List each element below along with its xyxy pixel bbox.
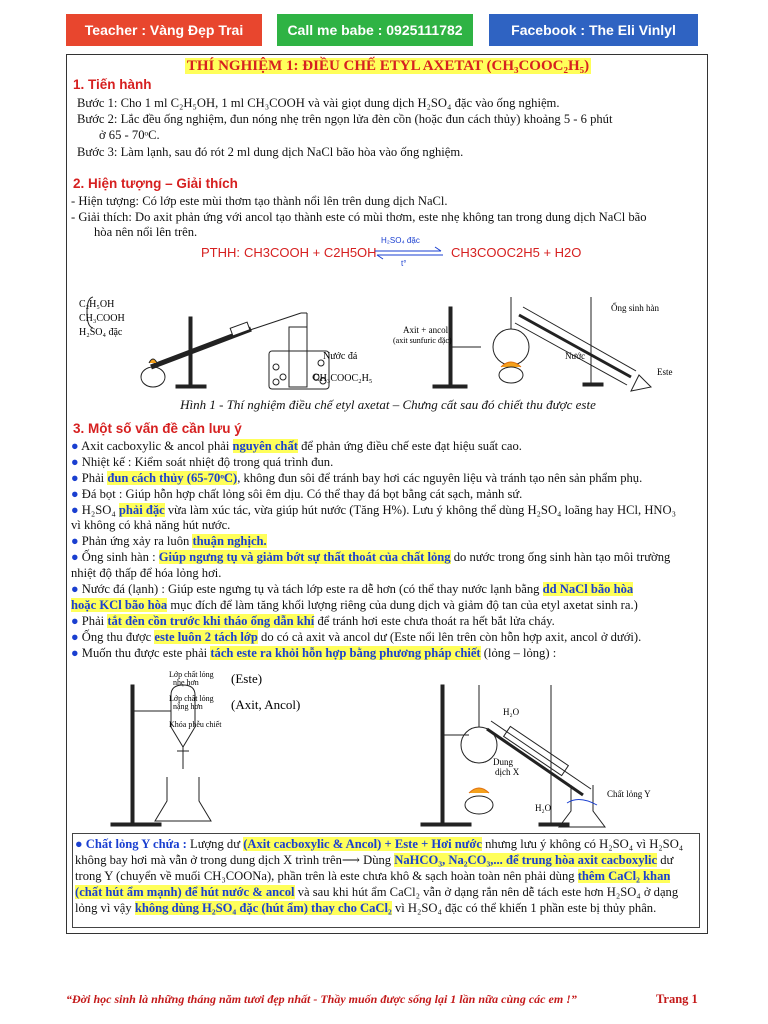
page-number: Trang 1 <box>656 992 698 1006</box>
figure-1-caption: Hình 1 - Thí nghiệm điều chế etyl axetat – Chưng cất sau đó chiết thu được este <box>180 397 596 412</box>
pthh-label: PTHH: <box>201 245 240 260</box>
reactants: CH3COOH + C2H5OH <box>244 245 377 260</box>
label-ethanol: C₂H₅OH <box>79 299 115 310</box>
label-water: Nước <box>565 351 586 361</box>
label-heavy-layer: Lớp chất lỏng <box>169 694 214 703</box>
note-7-cont: nhiệt độ thấp để hóa lỏng hơi. <box>71 566 222 580</box>
step-2: Bước 2: Lắc đều ống nghiệm, đun nóng nhẹ trên ngọn lửa đèn cồn (hoặc đun cách thủy) khoảng 5 - 6 phút <box>77 112 613 126</box>
note-7: ● Ống sinh hàn : Giúp ngưng tụ và giảm bớt sự thất thoát của chất lỏng do nước trong ống sinh hàn tạo môi trường <box>71 550 671 564</box>
label-light-layer: Lớp chất lỏng <box>169 670 214 679</box>
note-5: ● H₂SO₄ phải đặc vừa làm xúc tác, vừa giúp hút nước (Tăng H%). Lưu ý không thể dùng H₂SO₄ loãng hay HCl, HNO₃ <box>71 503 676 517</box>
footer-quote: “Đời học sinh là những tháng năm tươi đẹp nhất - Thầy muốn được sống lại 1 lần nữa cùng các em !” <box>66 992 577 1006</box>
label-condenser: Ống sinh hàn <box>611 303 659 313</box>
label-heavy-layer-2: nặng hơn <box>173 702 203 711</box>
label-water-top: H₂O <box>503 707 520 717</box>
equilibrium-arrow-icon <box>373 246 445 260</box>
page-title: THÍ NGHIỆM 1: ĐIỀU CHẾ ETYL AXETAT (CH₃COOC₂H₅) <box>186 58 590 74</box>
note-box <box>72 833 700 928</box>
note-11: ● Muốn thu được este phải tách este ra khỏi hỗn hợp bằng phương pháp chiết (lỏng – lỏng) : <box>71 646 557 660</box>
note-1: ● Axit cacboxylic & ancol phải nguyên chất để phản ứng điều chế este đạt hiệu suất cao. <box>71 439 522 453</box>
label-solution-x: Dung <box>493 757 513 767</box>
note-4: ● Đá bọt : Giúp hỗn hợp chất lỏng sôi êm dịu. Có thể thay đá bọt bằng cát sạch, mảnh sứ. <box>71 487 523 501</box>
temperature-label: t° <box>401 259 407 268</box>
label-liquid-y: Chất lỏng Y <box>607 789 651 799</box>
note-box-line-4: (chất hút ẩm mạnh) để hút nước & ancol và sau khi hút ẩm CaCl₂ vẫn ở dạng rắn nên dễ tách este hơn H₂SO₄ ở dạng <box>75 885 679 899</box>
note-8: ● Nước đá (lạnh) : Giúp este ngưng tụ và tách lớp este ra dễ hơn (có thể thay nước lạnh bằng dd NaCl bão hòa <box>71 582 634 596</box>
catalyst-label: H₂SO₄ đặc <box>381 236 420 245</box>
label-ester-paren: (Este) <box>231 671 263 686</box>
note-box-line-2: không bay hơi mà vẫn ở trong dung dịch X trình trên⟶ Dùng NaHCO₃, Na₂CO₃,... để trung hòa axit cacboxylic dư <box>75 853 674 867</box>
figure-2-separation <box>71 665 701 830</box>
label-acetic-acid: CH₃COOH <box>79 313 125 324</box>
content-frame <box>66 54 708 934</box>
label-acid-alcohol: Axit + ancol <box>403 325 449 335</box>
explanation-text: - Giải thích: Do axit phản ứng với ancol tạo thành este có mùi thơm, este nhẹ không tan trong dung dịch NaCl bão <box>71 210 647 224</box>
note-6: ● Phản ứng xảy ra luôn thuận nghịch. <box>71 534 267 548</box>
step-3: Bước 3: Làm lạnh, sau đó rót 2 ml dung dịch NaCl bão hòa vào ống nghiệm. <box>77 145 464 159</box>
label-sulfuric-acid: H₂SO₄ đặc <box>79 327 123 338</box>
note-box-line-5: lỏng vì vậy không dùng H₂SO₄ đặc (hút ẩm) thay cho CaCl₂ vì H₂SO₄ đặc có thể khiến 1 phần este bị thủy phân. <box>75 901 657 915</box>
label-acid-alcohol-paren: (Axit, Ancol) <box>231 697 301 712</box>
section-2-heading: 2. Hiện tượng – Giải thích <box>73 176 238 191</box>
note-2: ● Nhiệt kế : Kiểm soát nhiệt độ trong quá trình đun. <box>71 455 334 469</box>
section-1-heading: 1. Tiến hành <box>73 77 152 92</box>
step-1: Bước 1: Cho 1 ml C₂H₅OH, 1 ml CH₃COOH và vài giọt dung dịch H₂SO₄ đặc vào ống nghiệm. <box>77 96 560 110</box>
facebook-banner: Facebook : The Eli Vinlyl <box>489 14 698 46</box>
section-3-heading: 3. Một số vấn đề cần lưu ý <box>73 421 242 436</box>
phenomenon-text: - Hiện tượng: Có lớp este mùi thơm tạo thành nổi lên trên dung dịch NaCl. <box>71 194 448 208</box>
note-8-cont: hoặc KCl bão hòa mục đích để làm tăng khối lượng riêng của dung dịch và giảm độ tan của etyl axetat sinh ra.) <box>71 598 638 612</box>
step-2-cont: ở 65 - 70ᵒC. <box>99 128 160 142</box>
label-light-layer-2: nhẹ hơn <box>173 678 199 687</box>
figure-1-apparatus <box>71 267 701 397</box>
label-funnel-tap: Khóa phễu chiết <box>169 720 222 729</box>
label-sulfuric: (axit sunfuric đặc) <box>393 336 452 345</box>
label-ethyl-acetate: CH₃COOC₂H₅ <box>313 373 373 384</box>
label-solution-x-2: dịch X <box>495 767 520 777</box>
products: CH3COOC2H5 + H2O <box>451 245 582 260</box>
note-box-line-3: trong Y (chuyển về muối CH₃COONa), phần trên là este chưa khô & sạch hoàn toàn nên phải dùng thêm CaCl₂ khan <box>75 869 671 883</box>
note-10: ● Ống thu được este luôn 2 tách lớp do có cả axit và ancol dư (Este nổi lên trên còn hỗn hợp axit, ancol ở dưới). <box>71 630 642 644</box>
teacher-banner: Teacher : Vàng Đẹp Trai <box>66 14 262 46</box>
phone-banner: Call me babe : 0925111782 <box>277 14 473 46</box>
note-box-line-1: ● Chất lỏng Y chứa : Lượng dư (Axit cacboxylic & Ancol) + Este + Hơi nước nhưng lưu ý không có H₂SO₄ vì H₂SO₄ <box>75 837 684 851</box>
note-5-cont: vì không có khả năng hút nước. <box>71 518 231 532</box>
label-water-bottom: H₂O <box>535 803 552 813</box>
label-ice-water: Nước đá <box>323 351 358 362</box>
explanation-text-cont: hòa nên nổi lên trên. <box>94 225 198 239</box>
note-3: ● Phải đun cách thủy (65-70ᵒC), không đun sôi để tránh bay hơi các nguyên liệu và tránh tạo nên sản phẩm phụ. <box>71 471 643 485</box>
label-ester: Este <box>657 367 673 377</box>
note-9: ● Phải tắt đèn cồn trước khi tháo ống dẫn khí để tránh hơi este chưa thoát ra hết bắt lửa cháy. <box>71 614 555 628</box>
